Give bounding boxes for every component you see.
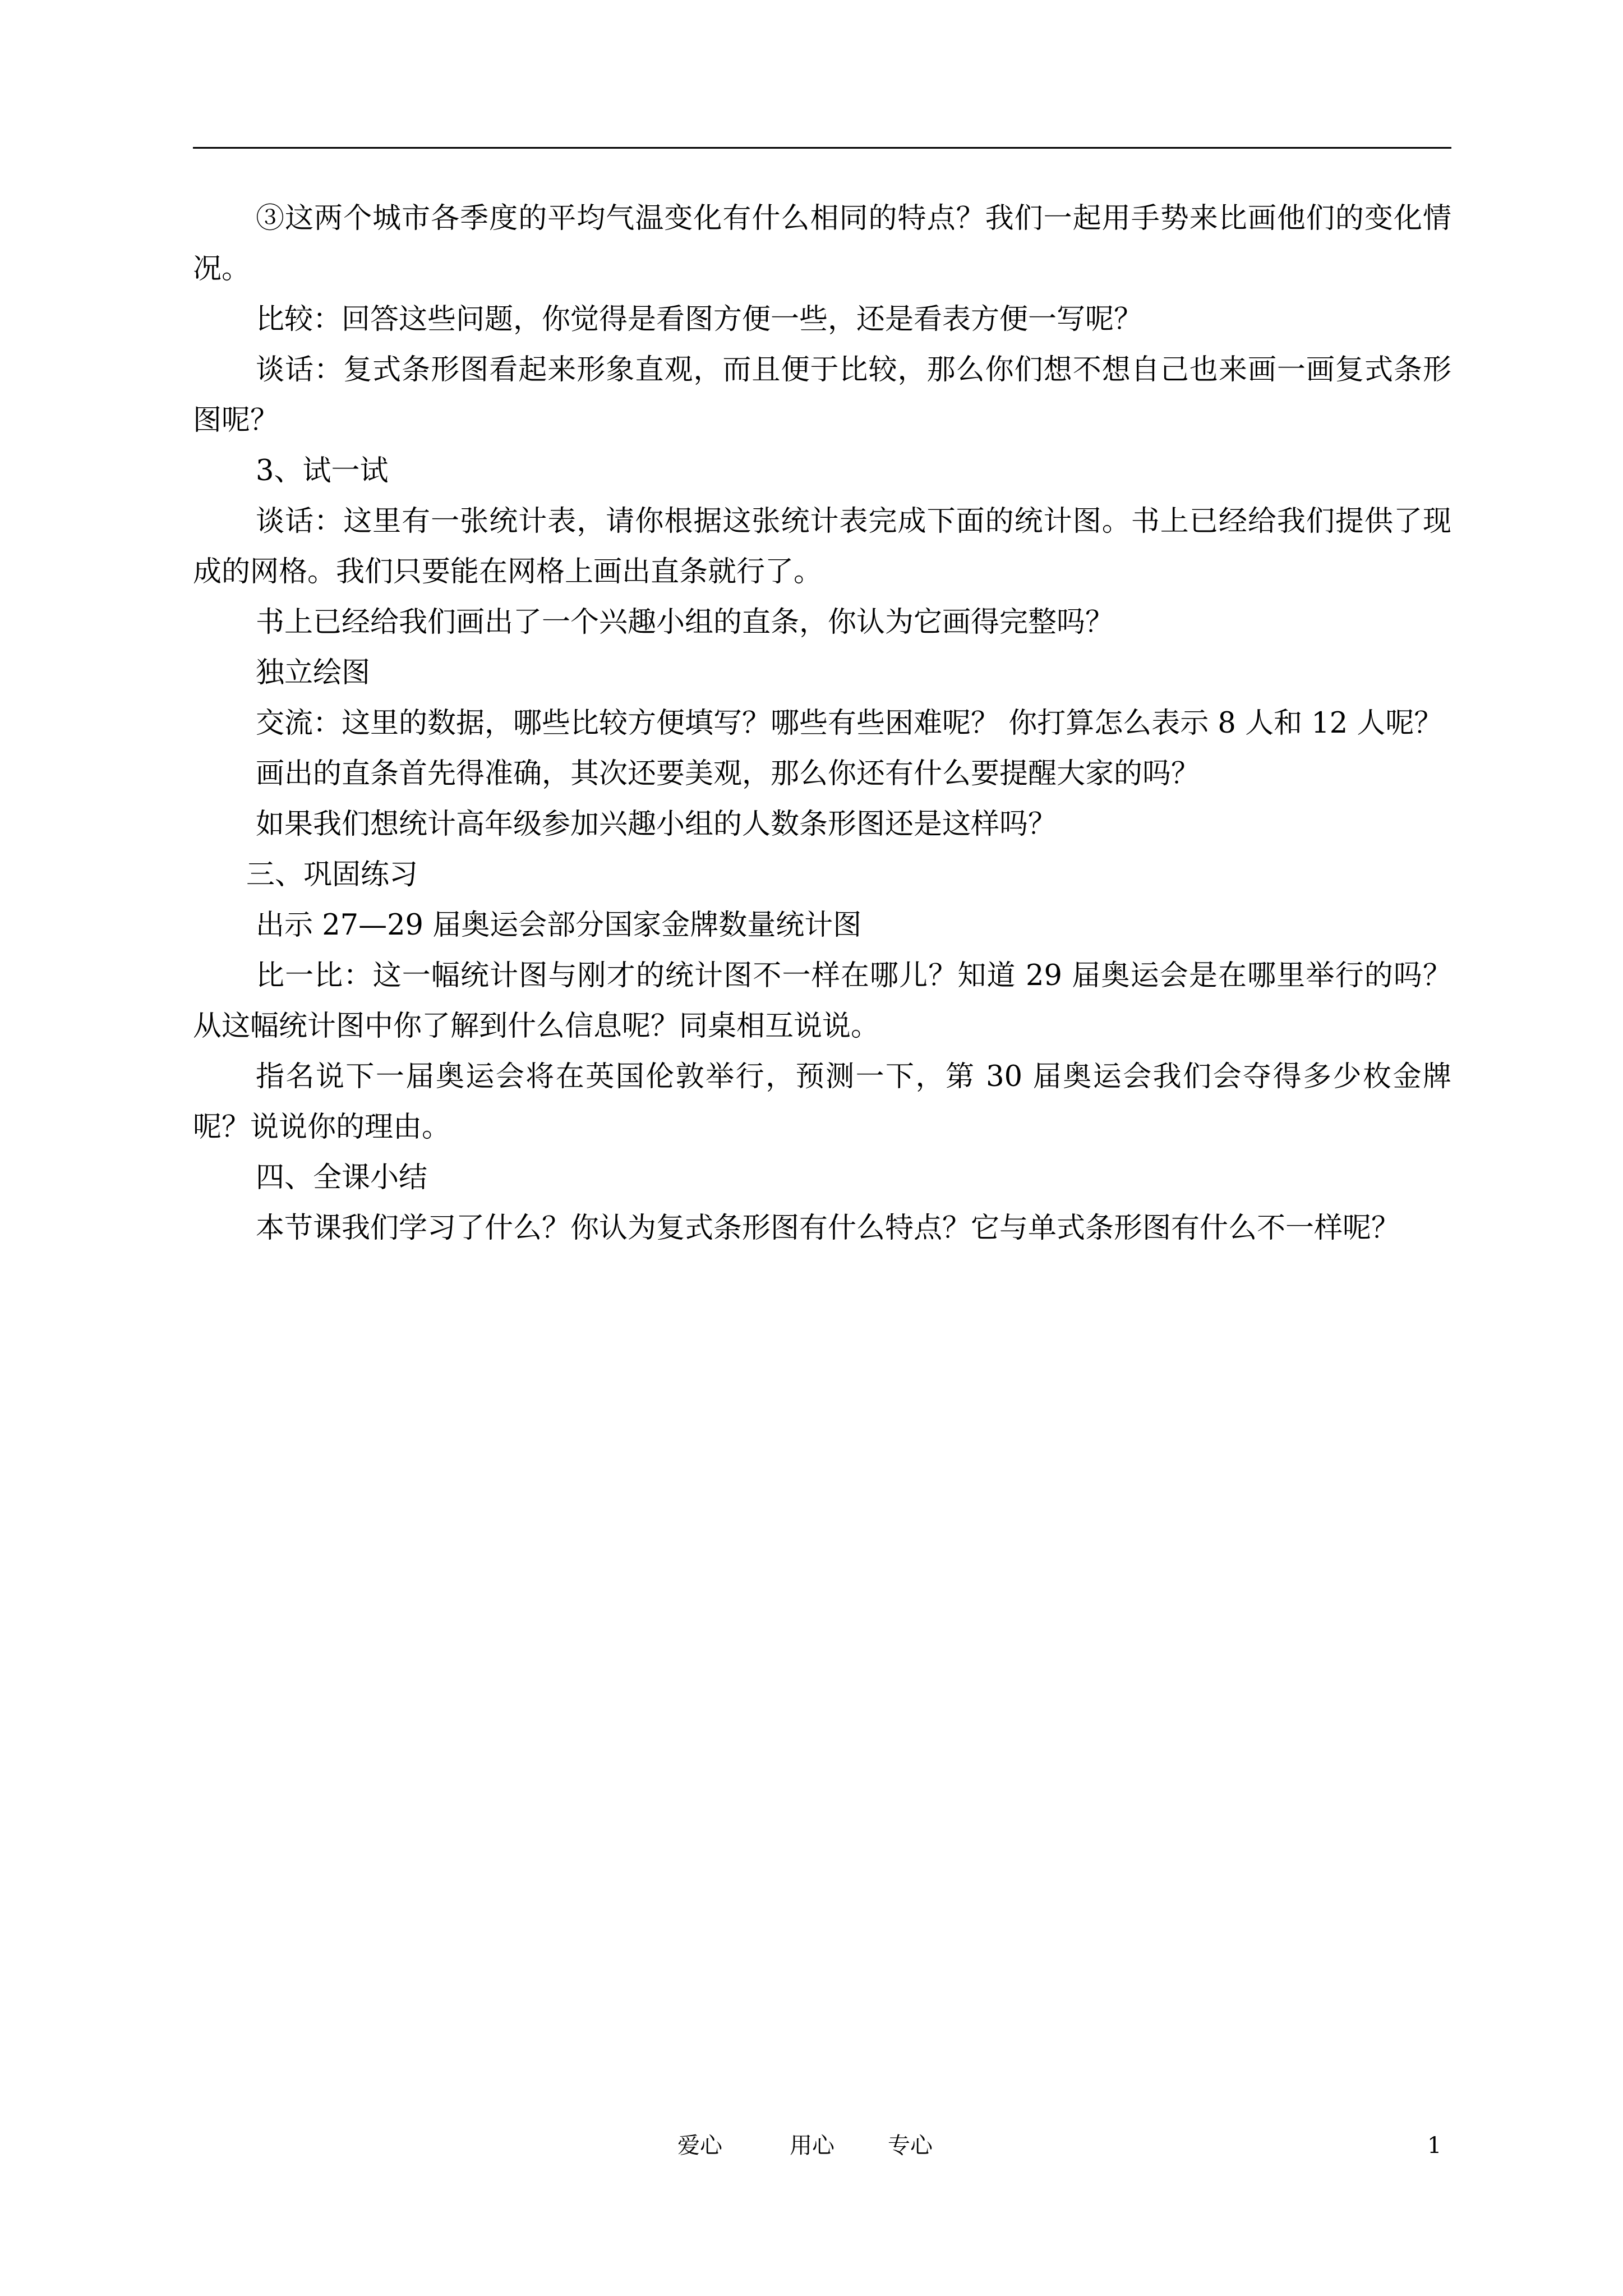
paragraph: 谈话：这里有一张统计表，请你根据这张统计表完成下面的统计图。书上已经给我们提供了现成的网格。我们只要能在网格上画出直条就行了。	[193, 505, 1451, 588]
section-heading-practice: 三、巩固练习	[246, 858, 418, 891]
paragraph: 比一比：这一幅统计图与刚才的统计图不一样在哪儿？知道 29 届奥运会是在哪里举行的吗？从这幅统计图中你了解到什么信息呢？同桌相互说说。	[193, 959, 1451, 1043]
section-heading-summary: 四、全课小结	[256, 1161, 428, 1194]
paragraph: 谈话：复式条形图看起来形象直观，而且便于比较，那么你们想不想自己也来画一画复式条形图呢？	[193, 353, 1451, 437]
footer-item: 专心	[888, 2133, 933, 2159]
paragraph: 比较：回答这些问题，你觉得是看图方便一些，还是看表方便一写呢？	[256, 303, 1143, 336]
paragraph: 如果我们想统计高年级参加兴趣小组的人数条形图还是这样吗？	[256, 808, 1057, 841]
paragraph: 独立绘图	[256, 656, 371, 689]
paragraph: 指名说下一届奥运会将在英国伦敦举行，预测一下，第 30 届奥运会我们会夺得多少枚金牌呢？说说你的理由。	[193, 1060, 1451, 1144]
footer-item: 爱心	[677, 2133, 722, 2159]
page-number: 1	[1427, 2133, 1442, 2159]
document-body	[193, 194, 1451, 1254]
paragraph: 书上已经给我们画出了一个兴趣小组的直条，你认为它画得完整吗？	[256, 606, 1114, 639]
subheading-try: 3、试一试	[256, 454, 389, 487]
paragraph: 出示 27—29 届奥运会部分国家金牌数量统计图	[256, 909, 862, 942]
paragraph: 画出的直条首先得准确，其次还要美观，那么你还有什么要提醒大家的吗？	[256, 757, 1200, 790]
page-footer	[677, 2129, 933, 2162]
header-rule	[193, 147, 1451, 149]
footer-item: 用心	[790, 2133, 834, 2159]
paragraph: 交流：这里的数据，哪些比较方便填写？哪些有些困难呢？ 你打算怎么表示 8 人和 12 人呢？	[256, 707, 1443, 740]
paragraph: 本节课我们学习了什么？你认为复式条形图有什么特点？它与单式条形图有什么不一样呢？	[256, 1212, 1400, 1245]
paragraph: ③这两个城市各季度的平均气温变化有什么相同的特点？我们一起用手势来比画他们的变化情况。	[193, 202, 1451, 286]
